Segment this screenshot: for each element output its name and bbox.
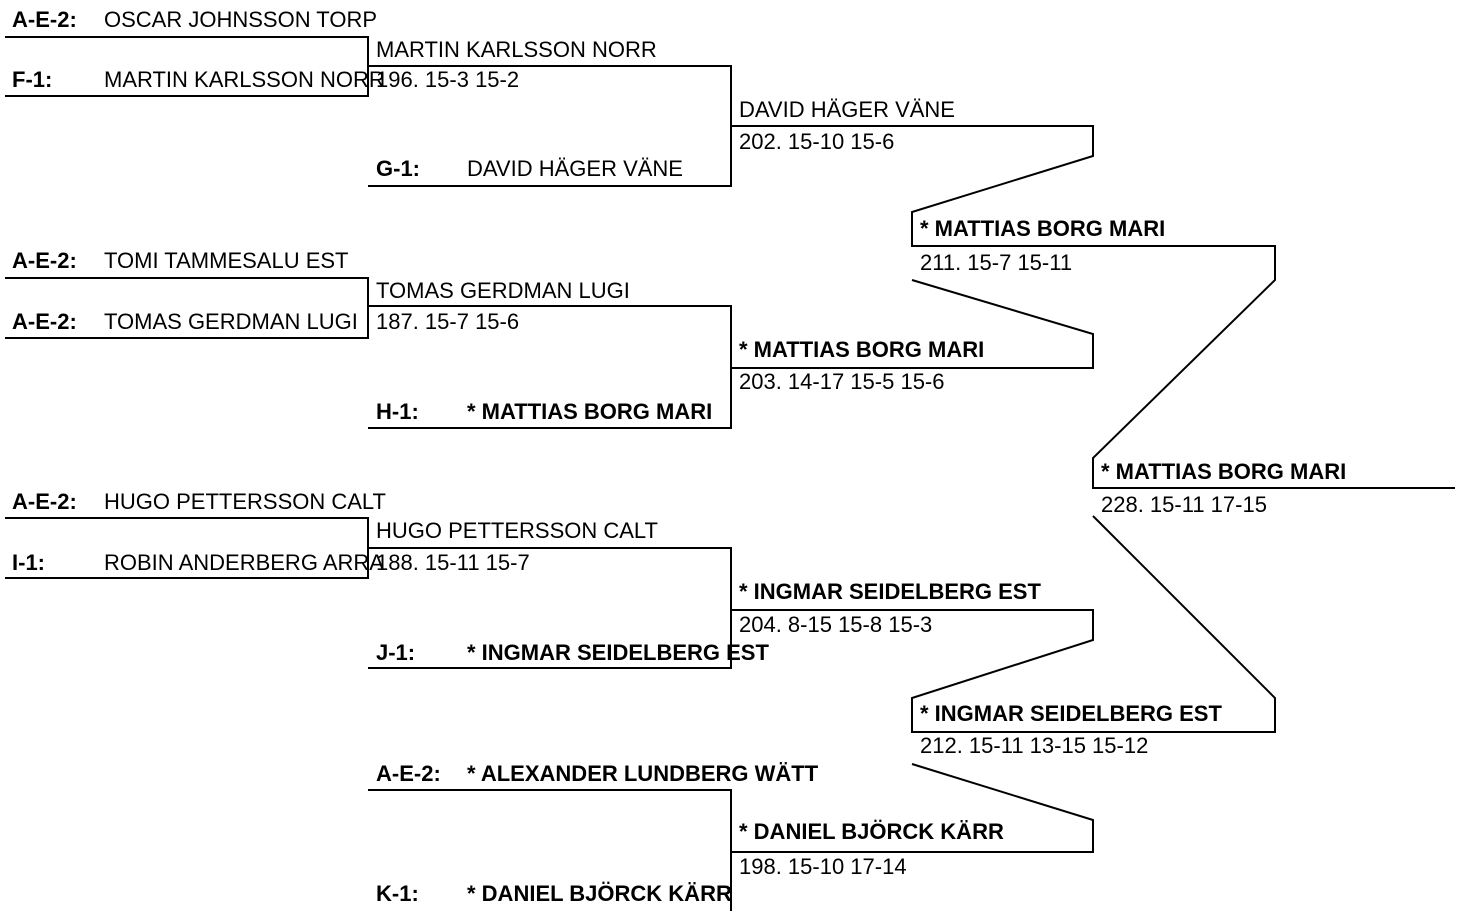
final-result: 228. 15-11 17-15 <box>1101 492 1267 517</box>
seed-name: * DANIEL BJÖRCK KÄRR <box>467 881 732 906</box>
match-result: 202. 15-10 15-6 <box>739 129 895 154</box>
match-winner: * MATTIAS BORG MARI <box>739 337 985 362</box>
seed-label: J-1: <box>376 640 416 665</box>
seed-label: A-E-2: <box>12 489 77 514</box>
seed-name: * INGMAR SEIDELBERG EST <box>467 640 769 665</box>
match-winner: TOMAS GERDMAN LUGI <box>376 278 630 303</box>
seed-label: A-E-2: <box>12 7 77 32</box>
seed-label: A-E-2: <box>12 309 77 334</box>
seed-name: MARTIN KARLSSON NORR <box>104 67 385 92</box>
seed-label: G-1: <box>376 156 420 181</box>
seed-name: TOMAS GERDMAN LUGI <box>104 309 358 334</box>
seed-label: K-1: <box>376 881 419 906</box>
match-result: 187. 15-7 15-6 <box>376 309 520 334</box>
match-winner: * INGMAR SEIDELBERG EST <box>739 579 1041 604</box>
match-result: 203. 14-17 15-5 15-6 <box>739 369 945 394</box>
seed-name: * ALEXANDER LUNDBERG WÄTT <box>467 761 819 786</box>
match-winner: * MATTIAS BORG MARI <box>920 216 1166 241</box>
match-winner: MARTIN KARLSSON NORR <box>376 37 657 62</box>
seed-name: OSCAR JOHNSSON TORP <box>104 7 378 32</box>
seed-label: F-1: <box>12 67 53 92</box>
seed-label: H-1: <box>376 399 419 424</box>
match-result: 188. 15-11 15-7 <box>376 550 530 575</box>
match-result: 204. 8-15 15-8 15-3 <box>739 612 933 637</box>
seed-name: DAVID HÄGER VÄNE <box>467 156 683 181</box>
seed-name: HUGO PETTERSSON CALT <box>104 489 386 514</box>
seed-label: I-1: <box>12 550 45 575</box>
match-winner: DAVID HÄGER VÄNE <box>739 97 955 122</box>
seed-name: ROBIN ANDERBERG ARRA <box>104 550 384 575</box>
match-result: 196. 15-3 15-2 <box>376 67 520 92</box>
final-winner: * MATTIAS BORG MARI <box>1101 459 1347 484</box>
seed-label: A-E-2: <box>12 248 77 273</box>
seed-name: * MATTIAS BORG MARI <box>467 399 713 424</box>
match-winner: * DANIEL BJÖRCK KÄRR <box>739 819 1004 844</box>
match-winner: * INGMAR SEIDELBERG EST <box>920 701 1222 726</box>
match-result: 212. 15-11 13-15 15-12 <box>920 733 1149 758</box>
match-result: 211. 15-7 15-11 <box>920 250 1073 275</box>
seed-name: TOMI TAMMESALU EST <box>104 248 349 273</box>
match-result: 198. 15-10 17-14 <box>739 854 907 879</box>
match-winner: HUGO PETTERSSON CALT <box>376 518 658 543</box>
bracket-line <box>731 126 1455 488</box>
seed-label: A-E-2: <box>376 761 441 786</box>
